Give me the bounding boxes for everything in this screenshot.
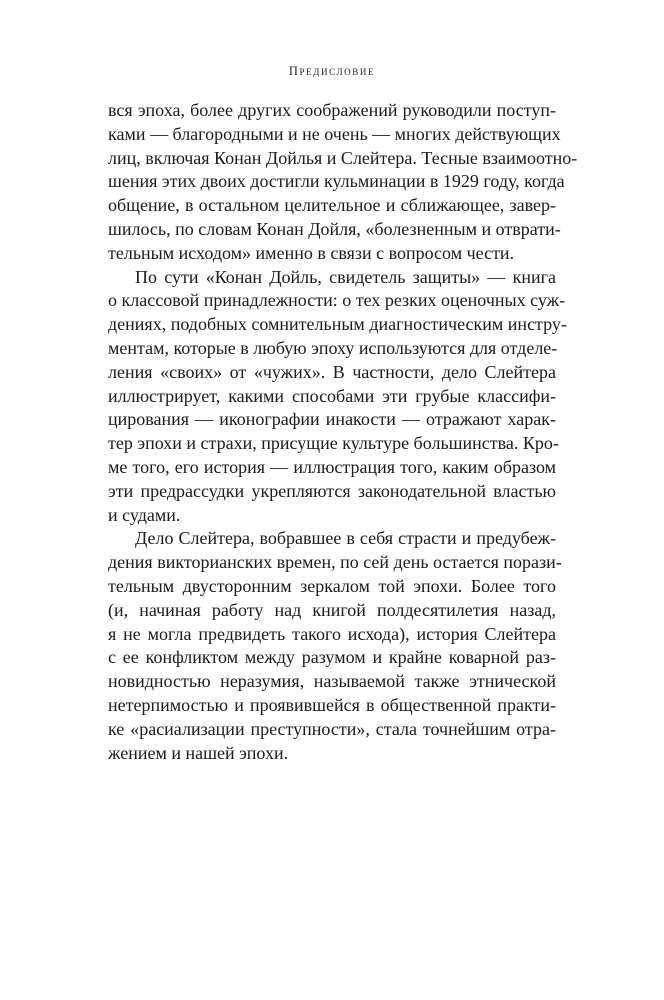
paragraph-1	[108, 99, 578, 266]
paragraph-3	[108, 527, 562, 765]
body-text	[108, 99, 578, 765]
running-head: Предисловие	[288, 64, 376, 78]
text-line: дения викторианских времен, по сей день остается порази-	[108, 552, 562, 573]
text-line: нетерпимостью и проявившейся в общественной практи-	[108, 694, 556, 715]
text-line: иллюстрирует, какими способами эти грубые классифи-	[108, 385, 556, 406]
text-line: тельным исходом» именно в связи с вопросом чести.	[108, 242, 515, 263]
paragraph-2	[108, 266, 567, 528]
text-line: жением и нашей эпохи.	[108, 742, 289, 763]
text-line: ментам, которые в любую эпоху используются для отделе-	[108, 337, 558, 358]
text-line: лиц, включая Конан Дойлья и Слейтера. Тесные взаимоотно-	[108, 147, 578, 168]
text-line: общение, в остальном целительное и сближающее, завер-	[108, 195, 556, 216]
text-line: дениях, подобных сомнительным диагностическим инстру-	[108, 314, 567, 335]
text-line: ления «своих» от «чужих». В частности, дело Слейтера	[108, 361, 556, 382]
text-line: новидностью неразумия, называемой также этнической	[108, 671, 556, 692]
text-line: ме того, его история — иллюстрация того, каким образом	[108, 456, 556, 477]
text-line: и судами.	[108, 504, 181, 525]
text-line: цирования — иконографии инакости — отражают харак-	[108, 409, 556, 430]
text-line: с ее конфликтом между разумом и крайне коварной раз-	[108, 647, 556, 668]
text-line: вся эпоха, более других соображений руководили поступ-	[108, 100, 556, 120]
text-line: ками — благородными и не очень — многих действующих	[108, 123, 561, 144]
text-line: ке «расиализации преступности», стала точнейшим отра-	[108, 718, 556, 739]
text-line: эти предрассудки укрепляются законодательной властью	[108, 480, 556, 501]
text-line: шилось, по словам Конан Дойля, «болезненным и отврати-	[108, 218, 561, 239]
text-line: тер эпохи и страхи, присущие культуре большинства. Кро-	[108, 433, 559, 454]
text-line: я не могла предвидеть такого исхода), история Слейтера	[108, 623, 556, 644]
text-line: (и, начиная работу над книгой полдесятилетия назад,	[108, 599, 556, 620]
text-line: тельным двусторонним зеркалом той эпохи. Более того	[108, 575, 556, 596]
text-line: По сути «Конан Дойль, свидетель защиты» — книга	[135, 266, 556, 287]
text-line: о классовой принадлежности: о тех резких оценочных суж-	[108, 290, 566, 311]
text-line: шения этих двоих достигли кульминации в 1929 году, когда	[108, 171, 565, 192]
text-line: Дело Слейтера, вобравшее в себя страсти и предубеж-	[135, 528, 556, 549]
